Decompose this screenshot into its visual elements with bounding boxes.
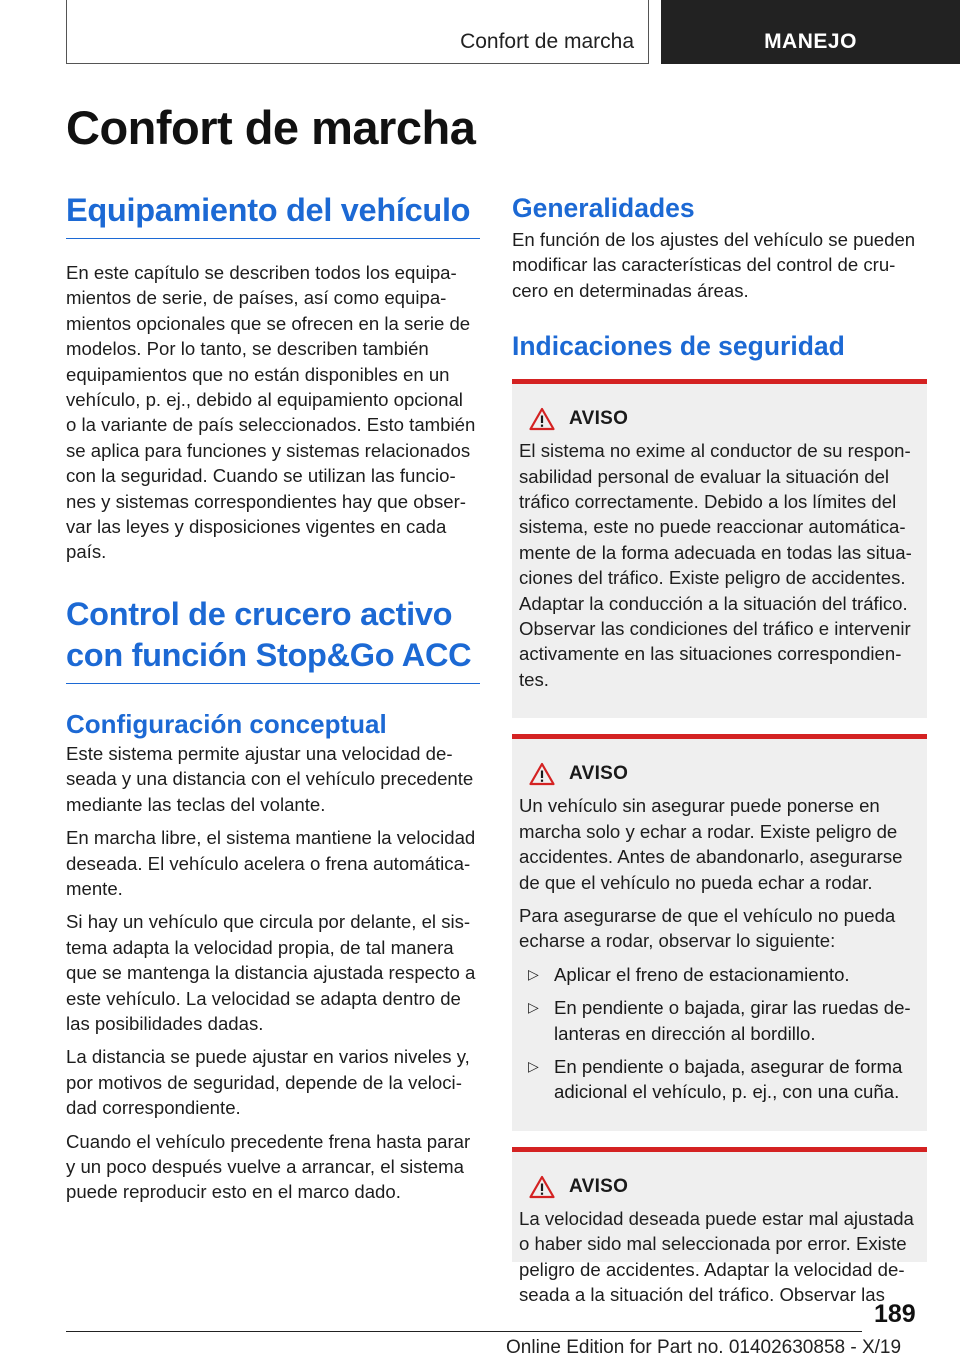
heading-acc-line-2: con función Stop&Go ACC xyxy=(66,636,472,673)
configuracion-paragraph xyxy=(66,1044,480,1120)
text-line: Si hay un vehículo que circula por delante, el sis- xyxy=(66,911,471,933)
warning-header xyxy=(519,761,920,787)
text-line: mientos opcionales que se ofrecen en la serie de xyxy=(66,312,471,334)
text-line: cero en determinadas áreas. xyxy=(512,279,749,301)
list-item xyxy=(519,962,920,987)
right-column xyxy=(512,192,927,1305)
configuracion-paragraph xyxy=(66,825,480,901)
text-line: adicional el vehículo, p. ej., con una cuña. xyxy=(554,1081,900,1103)
text-line: modificar las características del control de cru- xyxy=(512,254,896,276)
text-line: seada y una distancia con el vehículo precedente xyxy=(66,768,474,790)
text-line: mientos de serie, de países, así como equipa- xyxy=(66,287,447,309)
text-line: seada a la situación del tráfico. Observar las xyxy=(519,1283,885,1305)
warning-paragraph xyxy=(519,793,920,895)
warning-title: AVISO xyxy=(569,408,629,430)
bullet-triangle-icon: ▷ xyxy=(528,999,539,1016)
text-line: con la seguridad. Cuando se utilizan las funcio- xyxy=(66,465,456,487)
list-item xyxy=(519,995,920,1046)
text-line: La distancia se puede ajustar en varios niveles y, xyxy=(66,1046,470,1068)
bullet-triangle-icon: ▷ xyxy=(528,1057,539,1074)
page-header xyxy=(0,0,960,66)
warnings-list xyxy=(512,379,927,1305)
text-line: Un vehículo sin asegurar puede ponerse en xyxy=(519,795,880,817)
warning-box xyxy=(512,734,927,1130)
heading-rule xyxy=(66,683,480,684)
warning-box xyxy=(512,1147,927,1305)
warning-paragraph xyxy=(519,438,920,692)
page-title: Confort de marcha xyxy=(66,101,476,154)
configuracion-paragraph xyxy=(66,741,480,817)
configuracion-paragraph xyxy=(66,1129,480,1205)
text-line: echarse a rodar, observar lo siguiente: xyxy=(519,930,836,952)
heading-rule xyxy=(66,238,480,239)
text-line: marcha solo y echar a rodar. Existe peligro de xyxy=(519,820,898,842)
text-line: Aplicar el freno de estacionamiento. xyxy=(554,963,850,985)
text-line: las posibilidades dadas. xyxy=(66,1012,264,1034)
warning-box xyxy=(512,379,927,718)
warning-header xyxy=(519,1174,920,1200)
warning-header xyxy=(519,406,920,432)
text-line: Observar las condiciones del tráfico e intervenir xyxy=(519,618,911,640)
text-line: mediante las teclas del volante. xyxy=(66,793,326,815)
text-line: En este capítulo se describen todos los equipa- xyxy=(66,262,457,283)
text-line: Adaptar la conducción a la situación del tráfico. xyxy=(519,592,908,614)
text-line: var las leyes y disposiciones vigentes en cada xyxy=(66,516,447,538)
text-line: ciones del tráfico. Existe peligro de accidentes. xyxy=(519,567,906,589)
text-line: accidentes. Antes de abandonarlo, asegurarse xyxy=(519,846,903,868)
text-line: tráfico correctamente. Debido a los límites del xyxy=(519,491,897,513)
warning-title: AVISO xyxy=(569,763,629,785)
footer-rule xyxy=(66,1331,862,1332)
warning-triangle-icon xyxy=(529,762,555,786)
text-line: En marcha libre, el sistema mantiene la velocidad xyxy=(66,827,476,849)
heading-configuracion: Configuración conceptual xyxy=(66,708,387,739)
warning-paragraph xyxy=(519,1206,920,1308)
text-line: modelos. Por lo tanto, se describen también xyxy=(66,338,429,360)
text-line: equipamientos que no están disponibles en un xyxy=(66,363,450,385)
warning-bullet-list xyxy=(519,962,920,1105)
heading-generalidades: Generalidades xyxy=(512,193,695,223)
header-section-box xyxy=(66,0,649,64)
text-line: este vehículo. La velocidad se adapta dentro de xyxy=(66,987,461,1009)
text-line: Para asegurarse de que el vehículo no pueda xyxy=(519,904,896,926)
text-line: mente de la forma adecuada en todas las situa- xyxy=(519,541,912,563)
text-line: puede reproducir esto en el marco dado. xyxy=(66,1181,401,1203)
text-line: por motivos de seguridad, depende de la veloci- xyxy=(66,1071,462,1093)
heading-equipamiento: Equipamiento del vehículo xyxy=(66,192,471,228)
bullet-triangle-icon: ▷ xyxy=(528,965,539,982)
warning-triangle-icon xyxy=(529,407,555,431)
text-line: se aplica para funciones y sistemas relacionados xyxy=(66,439,471,461)
configuracion-paragraph xyxy=(66,909,480,1036)
text-line: de que el vehículo no pueda echar a rodar. xyxy=(519,871,873,893)
footer-edition: Online Edition for Part no. 01402630858 - X/19 xyxy=(506,1337,902,1358)
text-line: En pendiente o bajada, girar las ruedas de- xyxy=(554,997,911,1019)
equipamiento-paragraph xyxy=(66,260,480,565)
text-line: activamente en las situaciones correspondien- xyxy=(519,643,902,665)
left-column xyxy=(66,190,480,1213)
warning-triangle-icon xyxy=(529,1175,555,1199)
warning-paragraph xyxy=(519,903,920,954)
text-line: vehículo, p. ej., debido al equipamiento opcional xyxy=(66,389,463,411)
text-line: deseada. El vehículo acelera o frena automática- xyxy=(66,852,471,874)
text-line: país. xyxy=(66,541,107,563)
text-line: Cuando el vehículo precedente frena hasta parar xyxy=(66,1130,471,1152)
text-line: o haber sido mal seleccionada por error. Existe xyxy=(519,1233,907,1255)
text-line: La velocidad deseada puede estar mal ajustada xyxy=(519,1207,914,1229)
text-line: En pendiente o bajada, asegurar de forma xyxy=(554,1055,903,1077)
text-line: dad correspondiente. xyxy=(66,1097,241,1119)
text-line: sabilidad personal de evaluar la situación del xyxy=(519,465,890,487)
configuracion-text xyxy=(66,741,480,1205)
text-line: nes y sistemas correspondientes hay que obser- xyxy=(66,490,466,512)
text-line: lanteras en dirección al bordillo. xyxy=(554,1022,816,1044)
list-item xyxy=(519,1054,920,1105)
header-section-title: Confort de marcha xyxy=(460,30,634,53)
text-line: tema adapta la velocidad propia, de tal manera xyxy=(66,936,454,958)
text-line: tes. xyxy=(519,668,549,690)
header-chapter-tab xyxy=(661,0,960,64)
heading-acc xyxy=(66,594,480,676)
text-line: Este sistema permite ajustar una velocidad de- xyxy=(66,742,453,764)
generalidades-paragraph xyxy=(512,227,927,303)
text-line: peligro de accidentes. Adaptar la velocidad de- xyxy=(519,1258,905,1280)
text-line: o la variante de país seleccionados. Esto también xyxy=(66,414,476,436)
heading-seguridad: Indicaciones de seguridad xyxy=(512,331,845,362)
warning-title: AVISO xyxy=(569,1175,629,1197)
text-line: El sistema no exime al conductor de su respon- xyxy=(519,440,911,462)
header-chapter-label: MANEJO xyxy=(764,30,857,53)
text-line: y un poco después vuelve a arrancar, el sistema xyxy=(66,1155,464,1177)
text-line: que se mantenga la distancia ajustada respecto a xyxy=(66,962,476,984)
page-number: 189 xyxy=(874,1300,916,1328)
heading-acc-line-1: Control de crucero activo xyxy=(66,595,453,632)
text-line: sistema, este no puede reaccionar automática- xyxy=(519,516,906,538)
text-line: En función de los ajustes del vehículo se pueden xyxy=(512,229,916,250)
text-line: mente. xyxy=(66,877,123,899)
